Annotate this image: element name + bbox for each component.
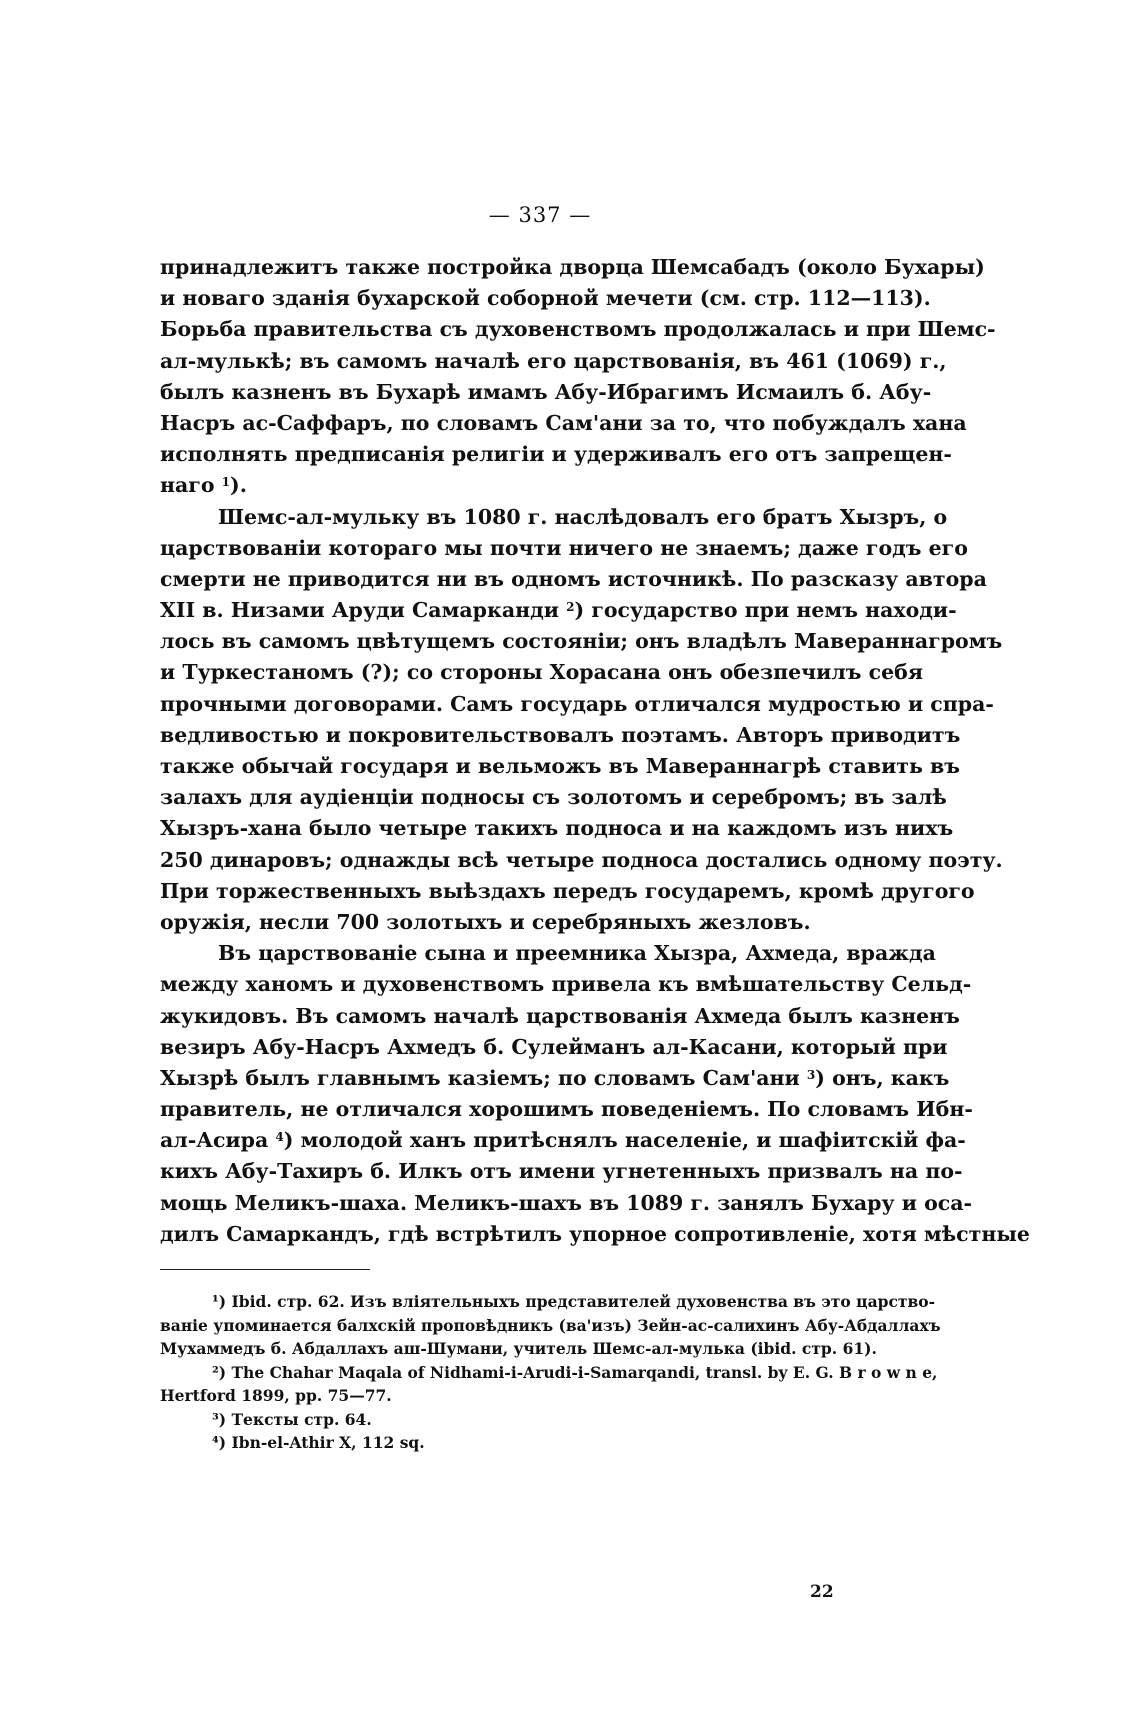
main-text — [160, 252, 1030, 1250]
text-line: ведливостью и покровительствовалъ поэтамъ. Авторъ приводитъ — [160, 722, 961, 747]
text-line: смерти не приводится ни въ одномъ источникѣ. По разсказу автора — [160, 566, 987, 591]
text-line: 250 динаровъ; однажды всѣ четыре подноса достались одному поэту. — [160, 847, 1003, 872]
footnotes — [160, 1290, 941, 1455]
text-line: кихъ Абу-Тахиръ б. Илкъ отъ имени угнетенныхъ призвалъ на по- — [160, 1159, 963, 1184]
text-line: былъ казненъ въ Бухарѣ имамъ Абу-Ибрагимъ Исмаилъ б. Абу- — [160, 379, 932, 404]
text-fragment: ) молодой ханъ притѣснялъ населеніе, и шафіитскій фа- — [283, 1128, 966, 1153]
text-line: оружія, несли 700 золотыхъ и серебряныхъ жезловъ. — [160, 909, 811, 934]
text-line: Борьба правительства съ духовенствомъ продолжалась и при Шемс- — [160, 317, 996, 342]
page-number: — 337 — — [488, 203, 592, 227]
text-line: лось въ самомъ цвѣтущемъ состояніи; онъ владѣлъ Мавераннагромъ — [160, 629, 1003, 654]
footnote-line: ¹) Ibid. стр. 62. Изъ вліятельныхъ представителей духовенства въ это царство- — [212, 1292, 936, 1311]
text-fragment: наго — [160, 473, 215, 498]
signature-mark: 22 — [810, 1582, 834, 1602]
footnote-line: ваніе упоминается балхскій проповѣдникъ (ва'изъ) Зейн-ас-салихинъ Абу-Абдаллахъ — [160, 1315, 941, 1335]
text-fragment: ) государство при немъ находи- — [574, 598, 957, 623]
text-line: Въ царствованіе сына и преемника Хызра, Ахмеда, вражда — [218, 941, 936, 966]
text-line: царствованіи котораго мы почти ничего не знаемъ; даже годъ его — [160, 535, 968, 560]
text-line: исполнять предписанія религіи и удерживалъ его отъ запрещен- — [160, 442, 952, 467]
text-line — [160, 1125, 966, 1156]
footnote-ref[interactable]: 2 — [566, 600, 575, 615]
text-line: между ханомъ и духовенствомъ привела къ вмѣшательству Сельд- — [160, 972, 972, 997]
text-fragment: ал-Асира — [160, 1128, 269, 1153]
text-line — [160, 470, 900, 501]
text-line: мощь Меликъ-шаха. Меликъ-шахъ въ 1089 г. занялъ Бухару и оса- — [160, 1190, 973, 1215]
text-line: прочными договорами. Самъ государь отличался мудростью и спра- — [160, 691, 994, 716]
text-fragment: ). — [230, 473, 247, 498]
text-line: везиръ Абу-Насръ Ахмедъ б. Сулейманъ ал-Касани, который при — [160, 1034, 948, 1059]
text-fragment: XII в. Низами Аруди Самарканди — [160, 598, 559, 623]
footnote-line: ²) The Chahar Maqala of Nidhami-i-Arudi-i-Samarqandi, transl. by E. G. B r o w n e, — [212, 1362, 938, 1382]
text-line: Хызръ-хана было четыре такихъ подноса и на каждомъ изъ нихъ — [160, 816, 954, 841]
text-fragment: Хызрѣ былъ главнымъ казіемъ; по словамъ Сам'ани — [160, 1065, 800, 1090]
text-fragment: ) онъ, какъ — [815, 1065, 950, 1090]
text-line: Насръ ас-Саффаръ, по словамъ Сам'ани за то, что побуждалъ хана — [160, 410, 967, 435]
footnote-line: Hertford 1899, pp. 75—77. — [160, 1386, 392, 1405]
text-line: и новаго зданія бухарской соборной мечети (см. стр. 112—113). — [160, 286, 931, 311]
text-line: дилъ Самаркандъ, гдѣ встрѣтилъ упорное сопротивленіе, хотя мѣстные — [160, 1221, 1030, 1246]
text-line: жукидовъ. Въ самомъ началѣ царствованія Ахмеда былъ казненъ — [160, 1003, 960, 1028]
text-line: правитель, не отличался хорошимъ поведеніемъ. По словамъ Ибн- — [160, 1097, 973, 1122]
text-line: залахъ для аудіенціи подносы съ золотомъ и серебромъ; въ залѣ — [160, 785, 947, 810]
footnote-line: ³) Тексты стр. 64. — [212, 1409, 372, 1429]
footnote-ref[interactable]: 1 — [221, 475, 231, 490]
text-line: и Туркестаномъ (?); со стороны Хорасана онъ обезпечилъ себя — [160, 660, 923, 685]
text-line — [160, 1063, 950, 1094]
text-line: При торжественныхъ выѣздахъ передъ государемъ, кромѣ другого — [160, 878, 975, 903]
footnote-line: Мухаммедъ б. Абдаллахъ аш-Шумани, учитель Шемс-ал-мулька (ibid. стр. 61). — [160, 1339, 877, 1358]
footnote-ref[interactable]: 3 — [806, 1067, 816, 1082]
text-line: также обычай государя и вельможъ въ Мавераннагрѣ ставить въ — [160, 754, 961, 778]
footnote-ref[interactable]: 4 — [275, 1130, 284, 1145]
footnote-divider — [160, 1269, 370, 1270]
text-line: ал-мулькѣ; въ самомъ началѣ его царствованія, въ 461 (1069) г., — [160, 348, 947, 373]
text-line: Шемс-ал-мульку въ 1080 г. наслѣдовалъ его братъ Хызръ, о — [218, 504, 948, 529]
text-line: принадлежитъ также постройка дворца Шемсабадъ (около Бухары) — [160, 255, 985, 279]
text-line — [160, 595, 957, 626]
footnote-line: ⁴) Ibn-el-Athir X, 112 sq. — [212, 1433, 425, 1452]
